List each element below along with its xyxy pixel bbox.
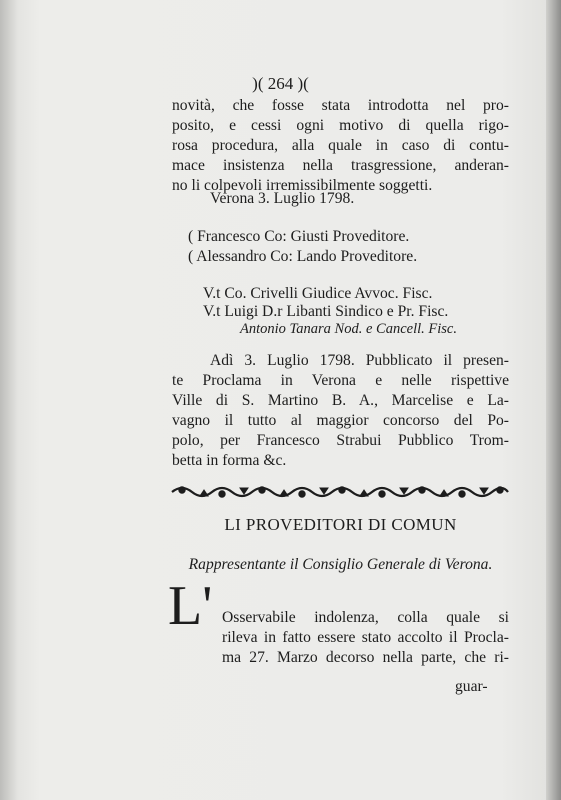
text-line: mace insistenza nella trasgressione, anderan- (172, 157, 509, 174)
text-line: rosa procedura, alla quale in caso di contu- (172, 137, 509, 154)
signatory-line: ( Francesco Co: Giusti Proveditore. (188, 228, 410, 245)
publication-first (210, 351, 509, 371)
signatory-line: ( Alessandro Co: Lando Proveditore. (188, 248, 418, 265)
body-paragraph (222, 628, 509, 668)
text-line: no li colpevoli irremissibilmente soggetti. (172, 177, 433, 194)
drop-cap: L' (168, 575, 213, 637)
text-line: vagno il tutto al maggior concorso del Po- (172, 412, 509, 429)
text-line: ma 27. Marzo decorso nella parte, che ri- (222, 649, 509, 666)
paragraph-closing (172, 96, 509, 196)
chancellor-line: Antonio Tanara Nod. e Cancell. Fisc. (240, 321, 457, 337)
text-line: rileva in fatto essere stato accolto il Procla- (222, 629, 509, 646)
text-line: posito, e cessi ogni motivo di quella rigo- (172, 117, 509, 134)
page-edge-shadow (546, 0, 561, 800)
section-subheading: Rappresentante il Consiglio Generale di Verona. (188, 556, 493, 573)
section-heading: LI PROVEDITORI DI COMUN (224, 515, 457, 534)
text-line: polo, per Francesco Strabui Pubblico Trom- (172, 432, 509, 449)
text-line: Adì 3. Luglio 1798. Pubblicato il presen- (210, 352, 509, 369)
text-line: Osservabile indolenza, colla quale si (222, 609, 509, 626)
catchword: guar- (455, 678, 488, 695)
date-line: Verona 3. Luglio 1798. (210, 190, 355, 207)
page-number: )( 264 )( (252, 74, 309, 93)
vidit-line: V.t Co. Crivelli Giudice Avvoc. Fisc. (203, 285, 433, 302)
text-line: Ville di S. Martino B. A., Marcelise e La- (172, 392, 509, 409)
text-line: te Proclama in Verona e nelle rispettive (172, 372, 509, 389)
floral-ornament-divider (170, 482, 510, 502)
text-line: novità, che fosse stata introdotta nel pro- (172, 97, 509, 114)
body-first-line (222, 608, 509, 628)
text-line: betta in forma &c. (172, 452, 287, 469)
vidit-line: V.t Luigi D.r Libanti Sindico e Pr. Fisc. (203, 303, 449, 320)
paragraph-publication (172, 371, 509, 471)
